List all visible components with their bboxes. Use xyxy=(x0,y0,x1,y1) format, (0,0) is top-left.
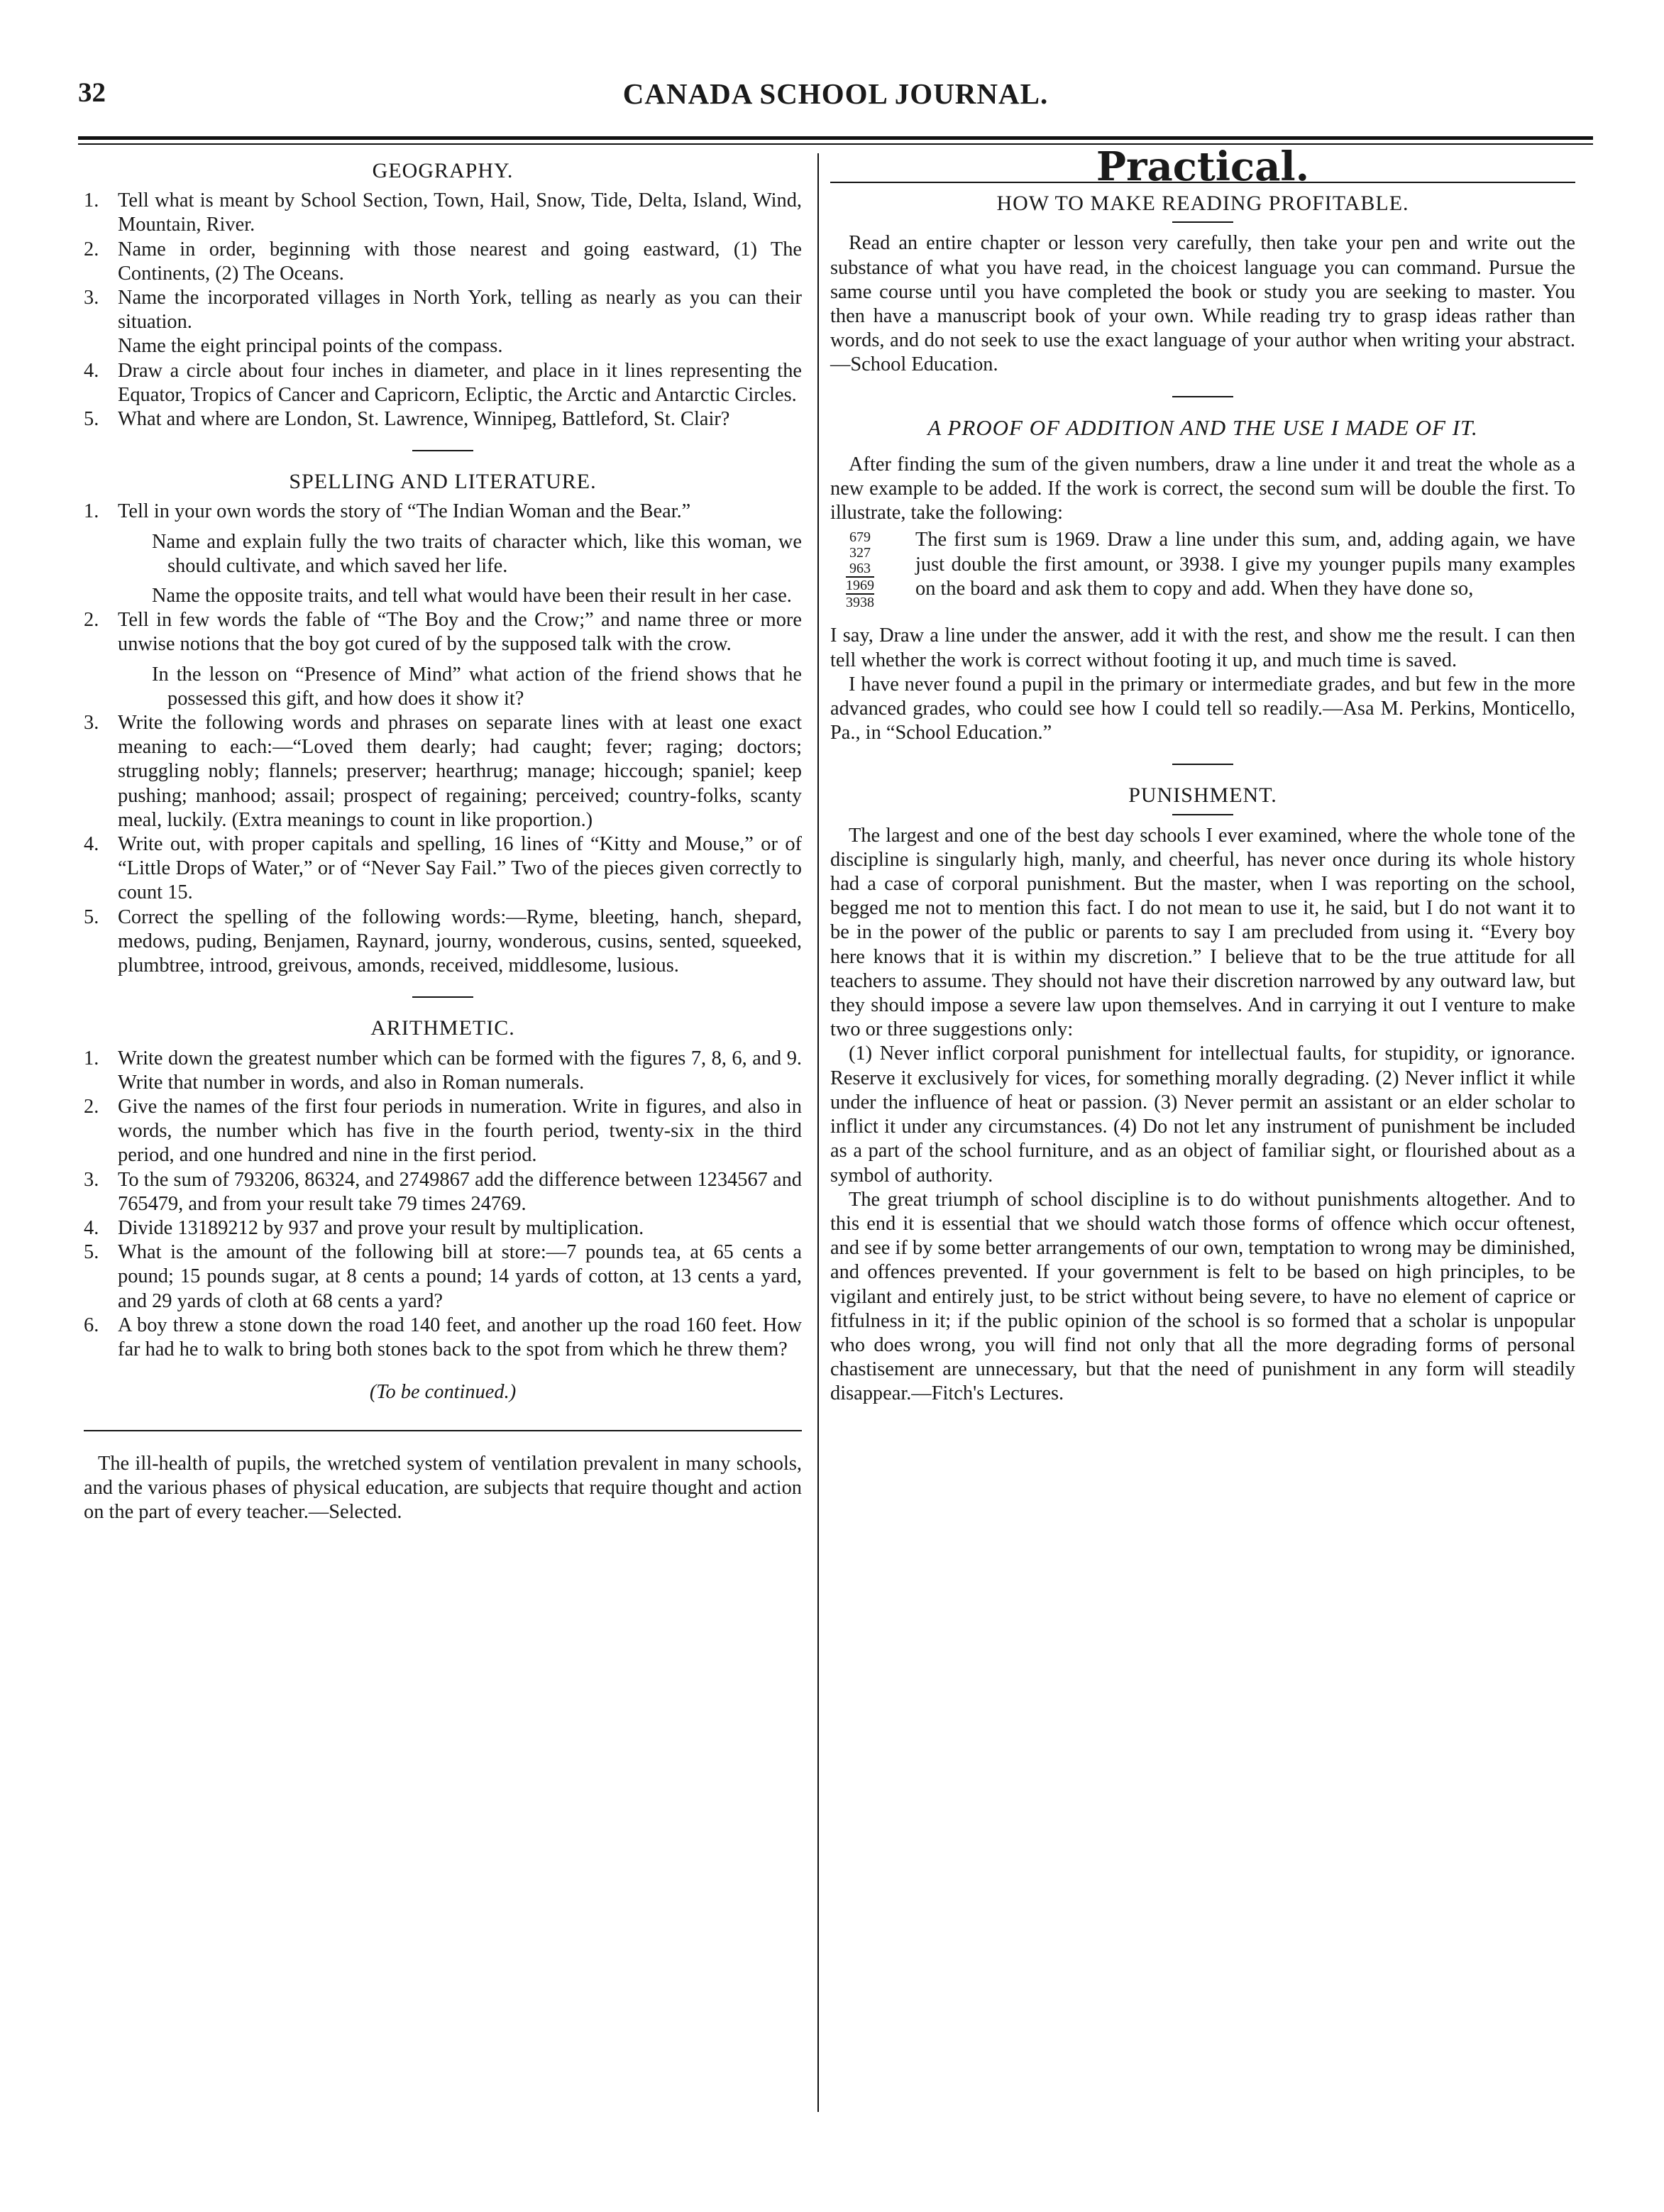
geography-heading: GEOGRAPHY. xyxy=(372,159,514,182)
question-text: Tell in few words the fable of “The Boy and the Crow;” and name three or more unwise notions that the boy got cured of by the supposed talk with the crow. xyxy=(118,609,802,656)
question-subpart: Name the opposite traits, and tell what would have been their result in her case. xyxy=(152,585,792,607)
page-number: 32 xyxy=(78,77,106,108)
question-number: 3. xyxy=(84,287,99,309)
punishment-section xyxy=(830,783,1575,1406)
section-divider xyxy=(412,996,473,998)
question-text: Tell what is meant by School Section, Town, Hail, Snow, Tide, Delta, Island, Wind, Mountain, River. xyxy=(118,189,802,236)
spelling-heading: SPELLING AND LITERATURE. xyxy=(289,470,597,494)
proof-closing: I have never found a pupil in the primary or intermediate grades, and but few in the more advanced grades, who could see how I could tell so readily.—Asa M. Perkins, Monticello, Pa., in “School Education.” xyxy=(830,673,1575,744)
column-end-rule xyxy=(84,1430,802,1431)
reading-section xyxy=(830,192,1575,377)
question-text: To the sum of 793206, 86324, and 2749867 add the difference between 1234567 and 765479, and from your result take 79 times 24769. xyxy=(118,1168,802,1215)
question-number: 4. xyxy=(84,1216,99,1239)
question-subpart: In the lesson on “Presence of Mind” what action of the friend shows that he possessed this gift, and how does it show it? xyxy=(152,663,802,710)
question-number: 1. xyxy=(84,189,99,212)
question-number: 2. xyxy=(84,238,99,260)
question-text: Draw a circle about four inches in diameter, and place in it lines representing the Equator, Tropics of Cancer and Capricorn, Ecliptic, the Arctic and Antarctic Circles. xyxy=(118,359,802,406)
question-number: 1. xyxy=(84,500,99,523)
spelling-section xyxy=(84,470,802,978)
question-text: What is the amount of the following bill at store:—7 pounds tea, at 65 cents a pound; 15 pounds sugar, at 8 cents a pound; 14 yards of cotton, at 13 cents a yard, and 29 yards of cloth at 68 cents a yard? xyxy=(118,1241,802,1312)
reading-body: Read an entire chapter or lesson very carefully, then take your pen and write out the substance of what you have read, in the choicest language you can command. Pursue the same course until you have completed the book or study you are seeking to master. You then have a manuscript book of your own. While reading try to grasp ideas rather than words, and do not seek to use the exact language of your author when writing your abstract.—School Education. xyxy=(830,232,1575,376)
proof-continuation: I say, Draw a line under the answer, add it with the rest, and show me the result. I can then tell whether the work is correct without footing it up, and much time is saved. xyxy=(830,624,1575,671)
left-column xyxy=(84,153,802,1545)
question-text: Give the names of the first four periods in numeration. Write in figures, and also in words, the number which has five in the fourth period, twenty-six in the third period, and one hundred and nine in the first period. xyxy=(118,1095,802,1167)
addition-example xyxy=(830,528,1575,624)
question-item xyxy=(84,1314,802,1362)
question-number: 6. xyxy=(84,1314,99,1336)
second-sum: 3938 xyxy=(846,595,874,611)
column-divider xyxy=(817,153,819,2112)
proof-heading: A PROOF OF ADDITION AND THE USE I MADE OF IT. xyxy=(927,414,1478,440)
question-item xyxy=(84,906,802,979)
section-divider xyxy=(1172,764,1233,765)
question-number: 4. xyxy=(84,359,99,382)
proof-section xyxy=(830,416,1575,746)
question-item xyxy=(84,1240,802,1314)
punishment-heading: PUNISHMENT. xyxy=(1128,783,1277,808)
question-text: Divide 13189212 by 937 and prove your result by multiplication. xyxy=(118,1216,644,1239)
geography-section xyxy=(84,159,802,431)
question-number: 5. xyxy=(84,906,99,928)
question-number: 2. xyxy=(84,1095,99,1118)
page-header xyxy=(78,77,1593,119)
question-number: 1. xyxy=(84,1047,99,1069)
question-text: Correct the spelling of the following words:—Ryme, bleeting, hanch, shepard, medows, puding, Benjamen, Raynard, journy, wonderous, cusins, sented, squeeked, plumbtree, introod, greivous, amonds, received, middlesome, lusious. xyxy=(118,906,802,977)
arithmetic-section xyxy=(84,1016,802,1404)
department-title: Practical. xyxy=(1096,143,1310,190)
header-rule-thin xyxy=(78,143,1593,145)
question-item xyxy=(84,359,802,407)
proof-intro: After finding the sum of the given numbers, draw a line under it and treat the whole as a new example to be added. If the work is correct, the second sum will be double the first. To illustrate, take the following: xyxy=(830,453,1575,524)
question-number: 4. xyxy=(84,833,99,856)
addition-figures xyxy=(846,529,874,610)
continued-note: (To be continued.) xyxy=(369,1381,517,1404)
question-item xyxy=(84,1047,802,1095)
question-item xyxy=(84,608,802,711)
question-text: Write out, with proper capitals and spelling, 16 lines of “Kitty and Mouse,” or of “Little Drops of Water,” or of “Never Say Fail.” Two of the pieces given correctly to count 15. xyxy=(118,833,802,904)
arithmetic-heading: ARITHMETIC. xyxy=(370,1016,515,1040)
section-divider xyxy=(1172,396,1233,397)
question-item xyxy=(84,238,802,286)
punishment-paragraph: The largest and one of the best day schools I ever examined, where the whole tone of the discipline is singularly high, manly, and cheerful, has never once during its whole history had a case of corporal punishment. But the master, when I was reporting on the school, begged me not to mention this fact. I do not mean to use it, he said, but I do not want it to be in the power of the public or parents to say I am precluded from using it. “Every boy here knows that it is within my discretion.” I believe that to be the true attitude for all teachers to assume. They should not have their discretion narrowed by any outward law, but they should impose a severe law upon themselves. And in carrying it out I venture to make two or three suggestions only: xyxy=(830,824,1575,1041)
question-text: Tell in your own words the story of “The Indian Woman and the Bear.” xyxy=(118,500,691,523)
end-note: The ill-health of pupils, the wretched system of ventilation prevalent in many schools, and the various phases of physical education, are subjects that require thought and action on the part of every teacher.—Selected. xyxy=(84,1452,802,1524)
question-item xyxy=(84,286,802,359)
arithmetic-questions xyxy=(84,1047,802,1363)
punishment-paragraph: (1) Never inflict corporal punishment for intellectual faults, for stupidity, or ignorance. Reserve it exclusively for vices, for something morally degrading. (2) Never inflict it while under the influence of heat or passion. (3) Never permit an assistant or an elder scholar to inflict it under any circumstances. (4) Do not let any instrument of punishment be included as a part of the school furniture, and as an object of familiar sight, or flourished about as a symbol of authority. xyxy=(830,1042,1575,1187)
question-item xyxy=(84,1095,802,1168)
question-text: Name in order, beginning with those nearest and going eastward, (1) The Continents, (2) The Oceans. xyxy=(118,238,802,285)
journal-title: CANADA SCHOOL JOURNAL. xyxy=(622,77,1049,110)
addition-explanation: The first sum is 1969. Draw a line under this sum, and, adding again, we have just double the first amount, or 3938. I give my younger pupils many examples on the board and ask them to copy and add. When they have done so, xyxy=(915,529,1575,600)
geography-questions xyxy=(84,189,802,431)
question-text: What and where are London, St. Lawrence, Winnipeg, Battleford, St. Clair? xyxy=(118,408,730,431)
question-subpart: Name and explain fully the two traits of character which, like this woman, we should cultivate, and which saved her life. xyxy=(152,530,802,577)
question-number: 5. xyxy=(84,1241,99,1264)
question-item xyxy=(84,832,802,906)
spelling-questions xyxy=(84,500,802,978)
question-text: A boy threw a stone down the road 140 feet, and another up the road 160 feet. How far had he to walk to bring both stones back to the spot from which he threw them? xyxy=(118,1314,802,1360)
question-text: Write the following words and phrases on separate lines with at least one exact meaning to each:—“Loved them dearly; had caught; fever; raging; doctors; struggling nobly; flannels; preserver; hearthrug; manage; hiccough; spaniel; keep pushing; manhood; assail; prospect of regaining; perceived; country-folks, scanty meal, luckily. (Extra meanings to count in like proportion.) xyxy=(118,712,802,831)
question-number: 5. xyxy=(84,408,99,431)
right-column xyxy=(830,143,1575,1407)
heading-underline xyxy=(1172,814,1233,815)
question-extra: Name the eight principal points of the compass. xyxy=(118,335,503,358)
question-number: 3. xyxy=(84,1168,99,1191)
punishment-paragraph: The great triumph of school discipline is to do without punishments altogether. And to this end it is essential that we should watch those forms of offence which occur oftenest, and see if by some better arrangements of our own, temptation to wrong may be diminished, and offences prevented. If your government is felt to be based on high principles, to be vigilant and entirely just, to be strict without being severe, to have no element of caprice or fitfulness in it; if the public opinion of the school is so formed that a scholar is unpopular who does wrong, you will find not only that all the more degrading forms of personal chastisement are unnecessary, but that the need of punishment in any form will steadily disappear.—Fitch's Lectures. xyxy=(830,1188,1575,1405)
first-sum: 1969 xyxy=(846,578,874,594)
addend: 963 xyxy=(846,561,874,578)
question-number: 2. xyxy=(84,609,99,632)
question-item xyxy=(84,500,802,608)
question-item xyxy=(84,407,802,431)
question-number: 3. xyxy=(84,712,99,734)
section-divider xyxy=(412,450,473,451)
addend: 327 xyxy=(849,545,871,561)
question-item xyxy=(84,189,802,237)
question-item xyxy=(84,1216,802,1240)
question-item xyxy=(84,1168,802,1216)
question-item xyxy=(84,711,802,832)
heading-underline xyxy=(1172,221,1233,223)
reading-heading: HOW TO MAKE READING PROFITABLE. xyxy=(996,192,1409,216)
question-text: Name the incorporated villages in North York, telling as nearly as you can their situation. xyxy=(118,287,802,334)
question-text: Write down the greatest number which can be formed with the figures 7, 8, 6, and 9. Write that number in words, and also in Roman numerals. xyxy=(118,1047,802,1094)
addend: 679 xyxy=(849,529,871,546)
header-rule-thick xyxy=(78,136,1593,140)
